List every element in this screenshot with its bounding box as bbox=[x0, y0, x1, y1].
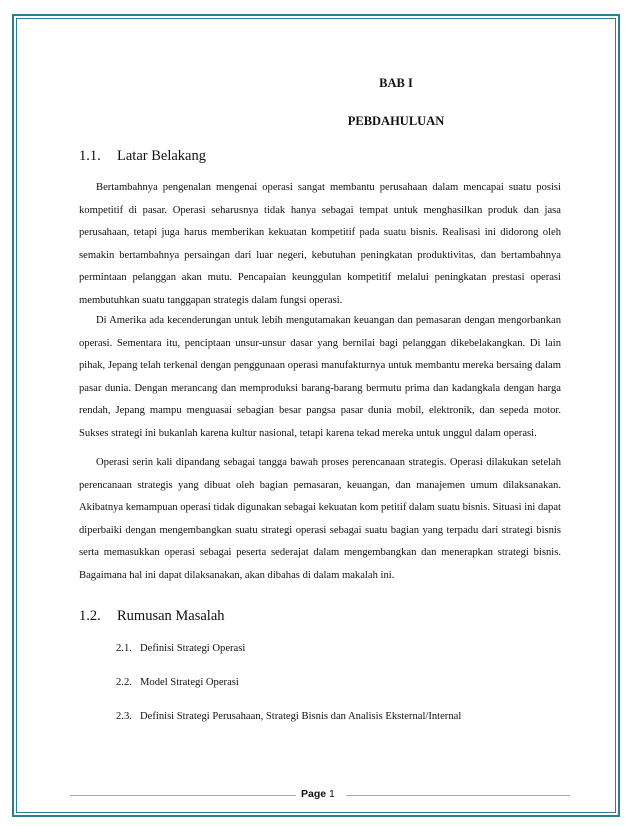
paragraph-3: Operasi serin kali dipandang sebagai tangga bawah proses perencanaan strategis. Operasi dilakukan setelah perencanaan strategis yang dibuat oleh bagian pemasaran, keuangan, dan manajemen umum dilaksanakan. Akibatnya kemampuan operasi tidak digunakan sebagai kekuatan kom petitif dalam suatu bisnis. Situasi ini dapat diperbaiki dengan mengembangkan suatu strategi operasi sebagai suatu bagian yang terpadu dari strategi bisnis serta memasukkan operasi sebagai peserta sederajat dalam mengembangkan dan menerapkan strategi bisnis. Bagaimana hal ini dapat dilaksanakan, akan dibahas di dalam makalah ini. bbox=[79, 457, 561, 581]
list-item-number: 2.2. bbox=[116, 677, 132, 688]
section-number: 1.1. bbox=[79, 148, 101, 164]
list-item-number: 2.1. bbox=[116, 643, 132, 654]
section-title: Rumusan Masalah bbox=[117, 608, 225, 624]
footer-rule-right bbox=[346, 795, 570, 796]
paragraph-2: Di Amerika ada kecenderungan untuk lebih mengutamakan keuangan dan pemasaran dengan mengorbankan operasi. Sementara itu, penciptaan unsur-unsur dasar yang bernilai bagi pelanggan dikebelakangkan. Di lain pihak, Jepang telah terkenal dengan penggunaan operasi manufakturnya untuk membantu mereka bersaing dalam pasar dunia. Dengan merancang dan memproduksi barang-barang bermutu prima dan kadangkala dengan harga rendah, Jepang mampu menguasai sebagian besar pangsa pasar dunia mobil, elektronik, dan sepeda motor. Sukses strategi ini bukanlah karena kultur nasional, tetapi karena tekad mereka untuk unggul dalam operasi. bbox=[79, 315, 561, 439]
list-item-text: Definisi Strategi Perusahaan, Strategi Bisnis dan Analisis Eksternal/Internal bbox=[140, 711, 462, 722]
section-heading-latar-belakang bbox=[79, 148, 206, 165]
list-item bbox=[116, 711, 461, 722]
page-number bbox=[301, 788, 335, 800]
list-item-text: Model Strategi Operasi bbox=[140, 677, 239, 688]
list-item-number: 2.3. bbox=[116, 711, 132, 722]
section-heading-rumusan-masalah bbox=[79, 608, 225, 625]
chapter-label: BAB I bbox=[379, 76, 413, 90]
page-number-value: 1 bbox=[329, 788, 335, 800]
list-item bbox=[116, 643, 245, 654]
chapter-title: PEBDAHULUAN bbox=[347, 114, 445, 128]
footer-rule-left bbox=[70, 795, 296, 796]
page-footer bbox=[70, 788, 570, 802]
section-title: Latar Belakang bbox=[117, 148, 206, 164]
list-item-text: Definisi Strategi Operasi bbox=[140, 643, 246, 654]
page-label: Page bbox=[301, 788, 327, 800]
list-item bbox=[116, 677, 239, 688]
paragraph-1: Bertambahnya pengenalan mengenai operasi sangat membantu perusahaan dalam mencapai suatu posisi kompetitif di pasar. Operasi seharusnya tidak hanya sebagai tempat untuk menghasilkan produk dan jasa perusahaan, tetapi juga harus memberikan kekuatan kompetitif pada suatu bisnis. Realisasi ini didorong oleh semakin bertambahnya persaingan dari luar negeri, kebutuhan peningkatan produktivitas, dan bertambahnya permintaan pelanggan akan mutu. Pencapaian keunggulan kompetitif melalui peningkatan prestasi operasi membutuhkan suatu tanggapan strategis dalam fungsi operasi. bbox=[79, 182, 561, 306]
section-number: 1.2. bbox=[79, 608, 101, 624]
